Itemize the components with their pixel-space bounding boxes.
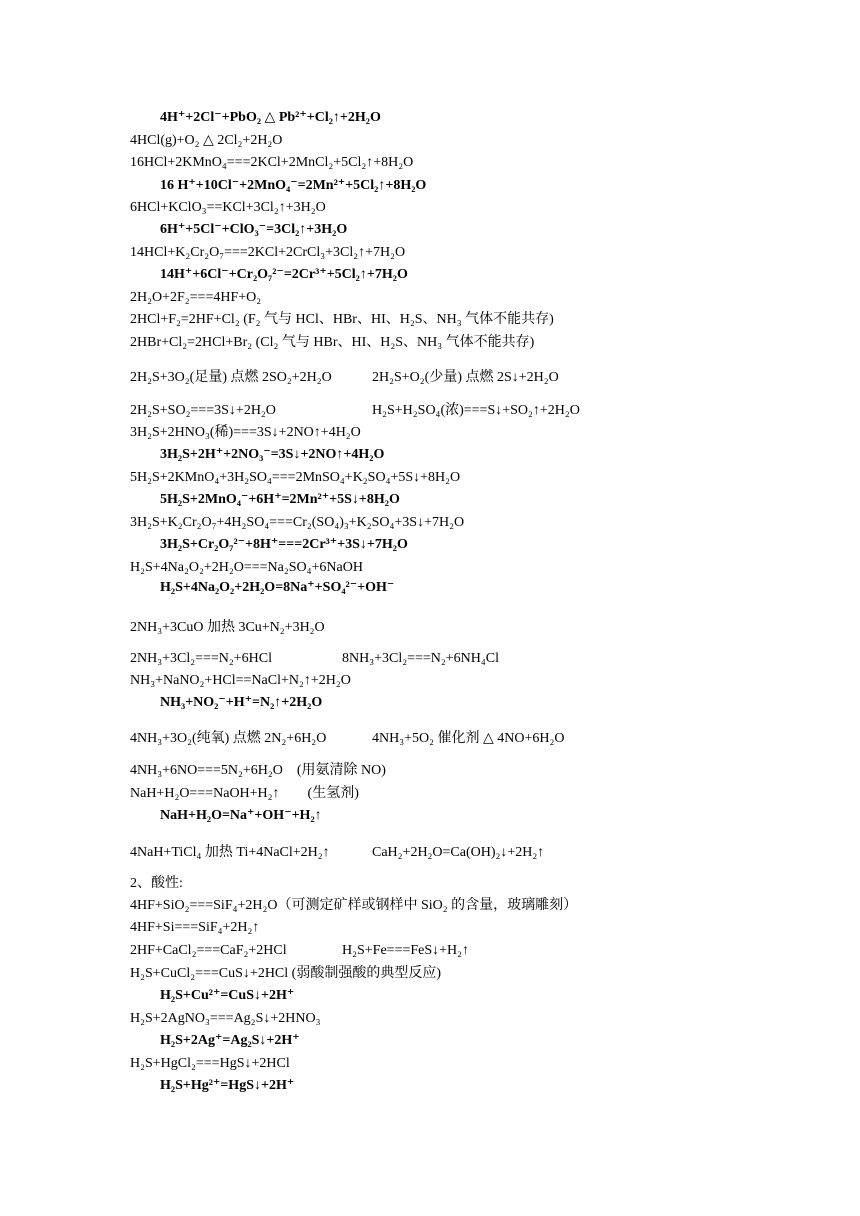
eq-line-10: 2HCl+F₂=2HF+Cl₂ (F₂ 气与 HCl、HBr、HI、H₂S、NH₃ 气体不能共存) xyxy=(130,312,554,327)
eq-line-26a: 4NH₃+3O₂(纯氧) 点燃 2N₂+6H₂O xyxy=(130,731,327,746)
eq-line-14: 3H₂S+2HNO₃(稀)===3S↓+2NO↑+4H₂O xyxy=(130,425,361,440)
eq-line-17: 5H₂S+2MnO₄⁻+6H⁺=2Mn²⁺+5S↓+8H₂O xyxy=(160,492,400,507)
eq-line-13b: H₂S+H₂SO₄(浓)===S↓+SO₂↑+2H₂O xyxy=(372,403,580,418)
eq-line-27: 4NH₃+6NO===5N₂+6H₂O (用氨清除 NO) xyxy=(130,763,386,778)
eq-line-11: 2HBr+Cl₂=2HCl+Br₂ (Cl₂ 气与 HBr、HI、H₂S、NH₃ 气体不能共存) xyxy=(130,335,535,350)
eq-line-26b: 4NH₃+5O₂ 催化剂 △ 4NO+6H₂O xyxy=(372,731,565,746)
eq-line-35: H₂S+CuCl₂===CuS↓+2HCl (弱酸制强酸的典型反应) xyxy=(130,966,441,981)
eq-line-16: 5H₂S+2KMnO₄+3H₂SO₄===2MnSO₄+K₂SO₄+5S↓+8H₂O xyxy=(130,470,461,485)
eq-line-40: H₂S+Hg²⁺=HgS↓+2H⁺ xyxy=(160,1078,295,1093)
eq-line-8: 14H⁺+6Cl⁻+Cr₂O₇²⁻=2Cr³⁺+5Cl₂↑+7H₂O xyxy=(160,267,408,282)
eq-line-19: 3H₂S+Cr₂O₇²⁻+8H⁺===2Cr³⁺+3S↓+7H₂O xyxy=(160,537,408,552)
eq-line-36: H₂S+Cu²⁺=CuS↓+2H⁺ xyxy=(160,988,295,1003)
eq-line-13a: 2H₂S+SO₂===3S↓+2H₂O xyxy=(130,403,276,418)
eq-line-34a: 2HF+CaCl₂===CaF₂+2HCl xyxy=(130,943,287,958)
eq-line-23a: 2NH₃+3Cl₂===N₂+6HCl xyxy=(130,651,273,666)
eq-line-28: NaH+H₂O===NaOH+H₂↑ (生氢剂) xyxy=(130,786,359,801)
eq-line-23b: 8NH₃+3Cl₂===N₂+6NH₄Cl xyxy=(342,651,500,666)
eq-line-32: 4HF+SiO₂===SiF₄+2H₂O（可测定矿样或钢样中 SiO₂ 的含量，玻璃雕刻） xyxy=(130,898,578,913)
eq-line-39: H₂S+HgCl₂===HgS↓+2HCl xyxy=(130,1056,290,1071)
eq-line-29: NaH+H₂O=Na⁺+OH⁻+H₂↑ xyxy=(160,808,322,823)
eq-line-3: 16HCl+2KMnO₄===2KCl+2MnCl₂+5Cl₂↑+8H₂O xyxy=(130,155,414,170)
eq-line-7: 14HCl+K₂Cr₂O₇===2KCl+2CrCl₃+3Cl₂↑+7H₂O xyxy=(130,245,406,260)
eq-line-30a: 4NaH+TiCl₄ 加热 Ti+4NaCl+2H₂↑ xyxy=(130,845,330,860)
eq-line-9: 2H₂O+2F₂===4HF+O₂ xyxy=(130,290,262,305)
eq-line-1: 4H⁺+2Cl⁻+PbO₂ △ Pb²⁺+Cl₂↑+2H₂O xyxy=(160,110,381,125)
eq-line-2: 4HCl(g)+O₂ △ 2Cl₂+2H₂O xyxy=(130,133,283,148)
eq-line-5: 6HCl+KClO₃==KCl+3Cl₂↑+3H₂O xyxy=(130,200,326,215)
eq-line-34b: H₂S+Fe===FeS↓+H₂↑ xyxy=(342,943,470,958)
eq-line-38: H₂S+2Ag⁺=Ag₂S↓+2H⁺ xyxy=(160,1033,300,1048)
eq-line-6: 6H⁺+5Cl⁻+ClO₃⁻=3Cl₂↑+3H₂O xyxy=(160,222,348,237)
eq-line-21: H₂S+4Na₂O₂+2H₂O=8Na⁺+SO₄²⁻+OH⁻ xyxy=(160,580,395,595)
eq-line-37: H₂S+2AgNO₃===Ag₂S↓+2HNO₃ xyxy=(130,1011,321,1026)
eq-line-30b: CaH₂+2H₂O=Ca(OH)₂↓+2H₂↑ xyxy=(372,845,545,860)
eq-line-24: NH₃+NaNO₂+HCl==NaCl+N₂↑+2H₂O xyxy=(130,673,351,688)
section-heading-acidity: 2、酸性: xyxy=(130,876,183,891)
eq-line-12a: 2H₂S+3O₂(足量) 点燃 2SO₂+2H₂O xyxy=(130,370,332,385)
eq-line-25: NH₃+NO₂⁻+H⁺=N₂↑+2H₂O xyxy=(160,695,323,710)
eq-line-20: H₂S+4Na₂O₂+2H₂O===Na₂SO₄+6NaOH xyxy=(130,560,363,575)
eq-line-22: 2NH₃+3CuO 加热 3Cu+N₂+3H₂O xyxy=(130,620,325,635)
eq-line-4: 16 H⁺+10Cl⁻+2MnO₄⁻=2Mn²⁺+5Cl₂↑+8H₂O xyxy=(160,178,427,193)
eq-line-33: 4HF+Si===SiF₄+2H₂↑ xyxy=(130,920,260,935)
eq-line-18: 3H₂S+K₂Cr₂O₇+4H₂SO₄===Cr₂(SO₄)₃+K₂SO₄+3S↓+7H₂O xyxy=(130,515,465,530)
eq-line-12b: 2H₂S+O₂(少量) 点燃 2S↓+2H₂O xyxy=(372,370,559,385)
eq-line-15: 3H₂S+2H⁺+2NO₃⁻=3S↓+2NO↑+4H₂O xyxy=(160,447,385,462)
